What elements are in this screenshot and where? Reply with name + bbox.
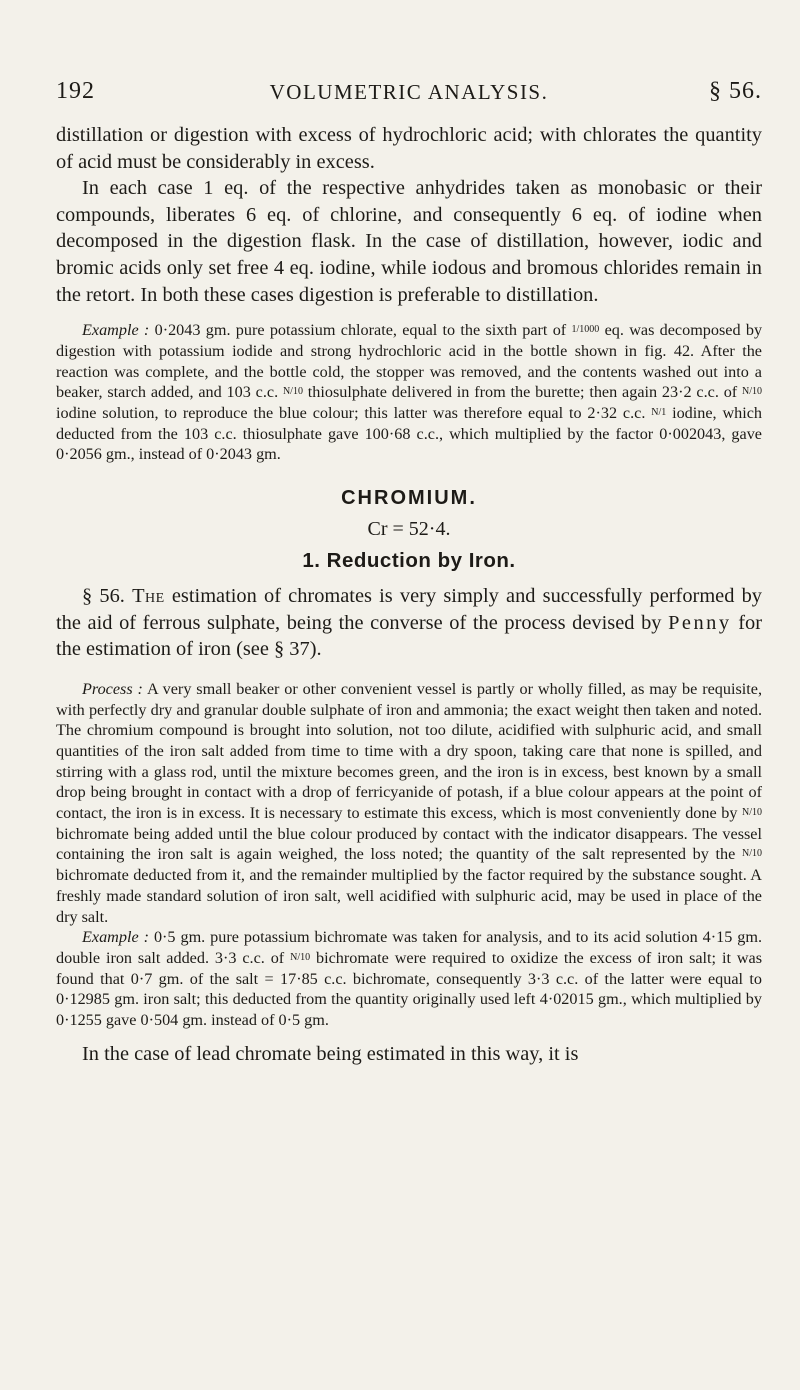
example-bichromate — [56, 927, 762, 1031]
section-ref: § 56. — [82, 585, 125, 608]
process-description — [56, 679, 762, 927]
example-text: eq. was decomposed by digestion with potassium iodide and strong hydrochloric acid in the bottle shown in fig. 42. After the reaction was complete, and the bottle cold, the stopper was removed, and the contents washed out into a beaker, starch added, and 103 c.c. — [56, 321, 763, 402]
fraction: N/10 — [282, 386, 303, 398]
lead-word: The — [132, 585, 165, 608]
fraction: N/10 — [290, 952, 311, 963]
process-text: A very small beaker or other convenient vessel is partly or wholly filled, as may be requisite, with perfectly dry and granular double sulphate of iron and ammonia; the exact weight then taken and noted. The chromium compound is brought into solution, not too dilute, acidified with sulphuric acid, and small quantities of the iron salt added from time to time with a dry spoon, taking care that none is spilled, and stirring with a glass rod, until the mixture becomes green, and the iron is in excess, best known by a small drop being brought in contact with a drop of ferricyanide of potash, if a blue colour appears at the point of contact, the iron is in excess. It is necessary to estimate this excess, which is most conveniently done by — [56, 679, 763, 823]
example-label: Example : — [82, 321, 150, 340]
page-header — [56, 78, 762, 110]
example-text: iodine solution, to reproduce the blue colour; this latter was therefore equal to 2·32 c.c. — [56, 403, 646, 422]
process-label: Process : — [82, 679, 143, 698]
example-label: Example : — [82, 928, 149, 947]
author-name: Penny — [668, 611, 732, 634]
example-text: thiosulphate delivered in from the burette; then again 23·2 c.c. of — [307, 383, 738, 402]
example-text: bichromate were required to oxidize the excess of iron salt; it was found that 0·7 gm. of the salt = 17·85 c.c. bichromate, consequently 3·3 c.c. of the latter were equal to 0·12985 gm. iron salt; this deducted from the quantity originally used left 4·02015 gm., which multiplied by 0·1255 gave 0·504 gm. instead of 0·5 gm. — [56, 949, 763, 1030]
atomic-weight: Cr = 52·4. — [367, 518, 451, 541]
paragraph-continuation: distillation or digestion with excess of hydrochloric acid; with chlorates the quantity of acid must be considerably in excess. — [56, 124, 762, 173]
example-text: 0·2043 gm. pure potassium chlorate, equal to the sixth part of — [154, 321, 567, 340]
example-text: 0·5 gm. pure potassium bichromate was taken for analysis, and to its acid solution 4·15 gm. double iron salt added. 3·3 c.c. of — [56, 928, 762, 967]
fraction: 1/1000 — [571, 324, 600, 336]
paragraph-text: estimation of chromates is very simply and successfully performed by the aid of ferrous sulphate, being the converse of the process devised by — [56, 585, 762, 634]
paragraph-text: for the estimation of iron (see § 37). — [56, 611, 762, 661]
section-marker: § 56. — [709, 78, 762, 104]
paragraph-equivalents: In each case 1 eq. of the respective anhydrides taken as monobasic or their compounds, liberates 6 eq. of chlorine, and consequently 6 eq. of iodine when decomposed in the digestion flask. In the case of distillation, however, iodic and bromic acids only set free 4 eq. iodine, while iodous and bromous chlorides remain in the retort. In both these cases digestion is preferable to distillation. — [56, 177, 762, 306]
fraction: N/10 — [742, 386, 763, 398]
process-text: bichromate deducted from it, and the remainder multiplied by the factor required by the substance sought. A freshly made standard solution of iron salt, well acidified with sulphuric acid, may be used in place of the dry salt. — [56, 866, 762, 926]
example-chlorate — [56, 320, 762, 465]
subsection-heading: 1. Reduction by Iron. — [302, 549, 516, 573]
paragraph-lead-chromate: In the case of lead chromate being estimated in this way, it is — [82, 1042, 579, 1065]
fraction: N/10 — [742, 807, 763, 819]
chromium-heading: CHROMIUM. — [341, 487, 477, 510]
paragraph-chromates — [56, 583, 762, 663]
fraction: N/10 — [742, 848, 762, 860]
page-body — [56, 122, 762, 1067]
running-title: VOLUMETRIC ANALYSIS. — [269, 80, 549, 104]
example-text: iodine, which deducted from the 103 c.c. thiosulphate gave 100·68 c.c., which multiplied by the factor 0·002043, gave 0·2056 gm., instead of 0·2043 gm. — [56, 403, 763, 464]
page-number: 192 — [56, 78, 95, 104]
process-text: bichromate being added until the blue colour produced by contact with the indicator disappears. The vessel containing the iron salt is again weighed, the loss noted; the quantity of the salt represented by the — [56, 824, 762, 864]
fraction: N/1 — [651, 406, 667, 418]
